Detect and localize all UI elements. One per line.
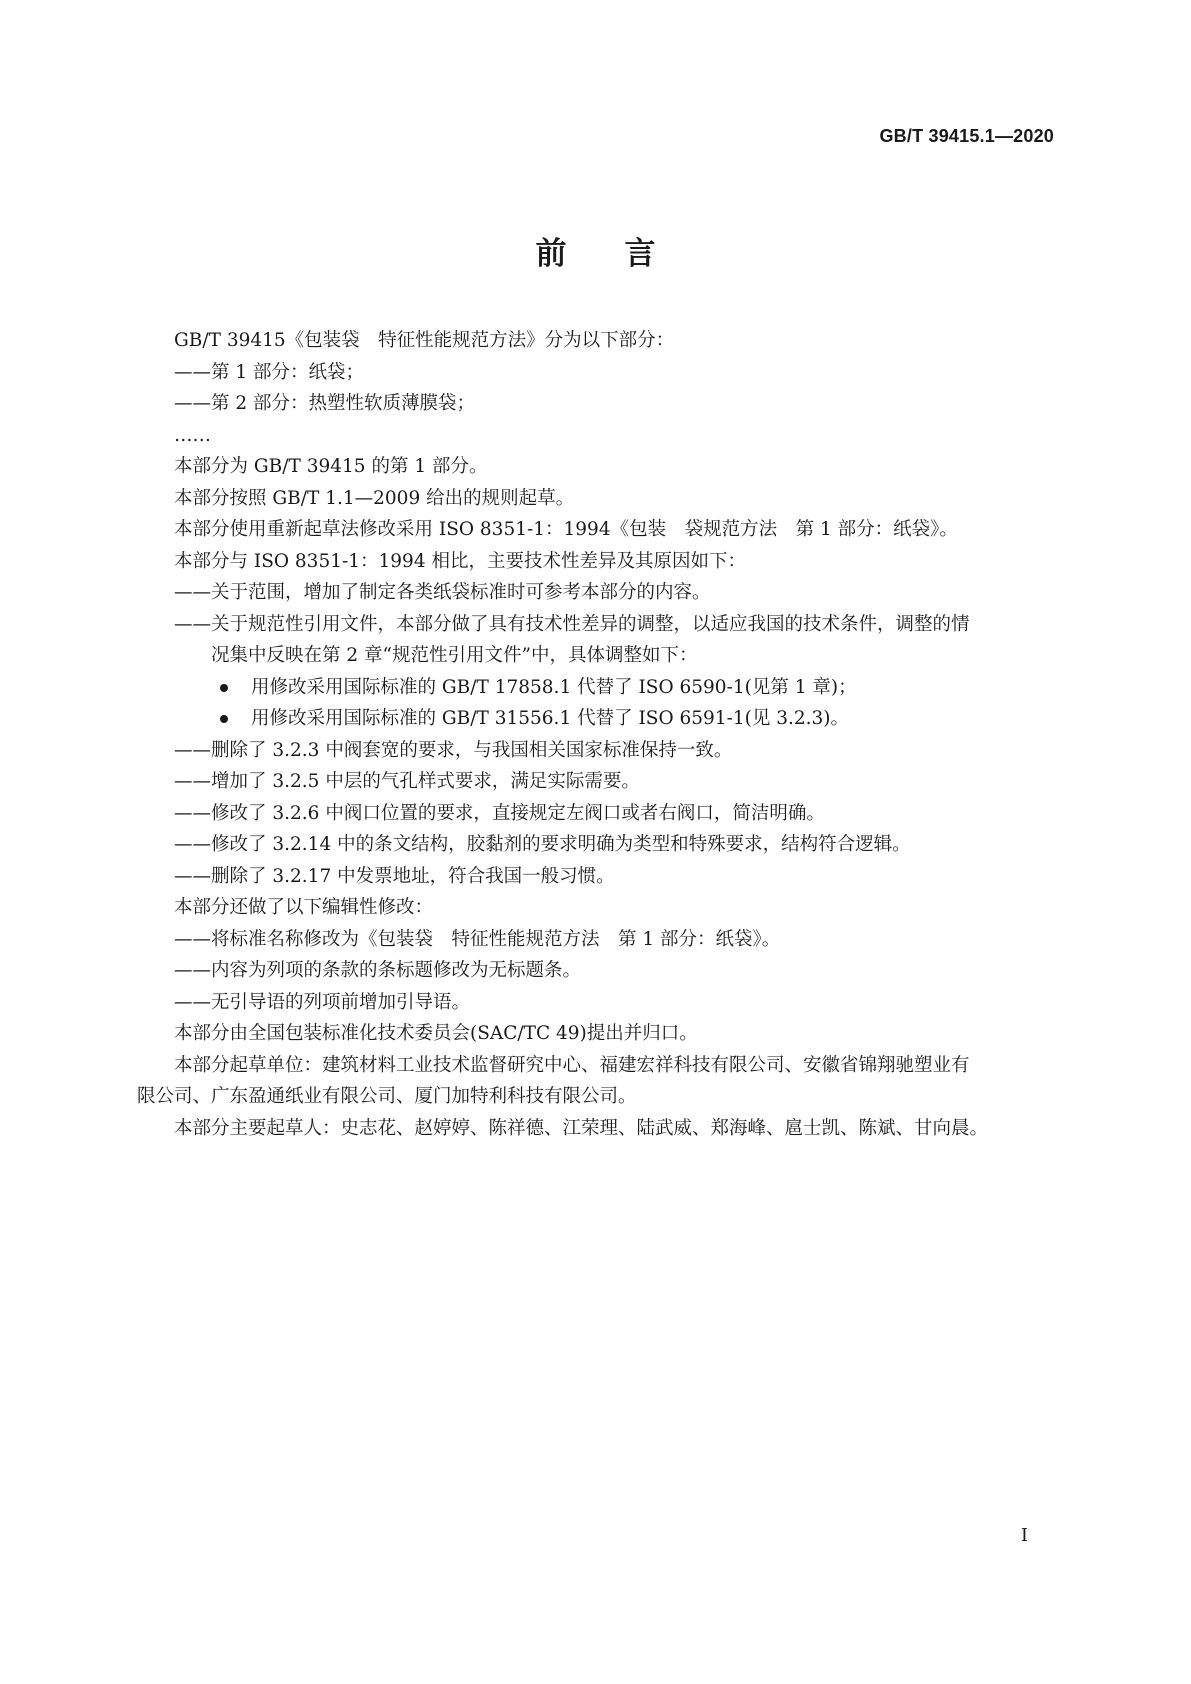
- editorial-item: ——无引导语的列项前增加引导语。: [174, 991, 471, 1013]
- bullet-dot-icon: [220, 715, 228, 723]
- difference-item-continuation: 况集中反映在第 2 章“规范性引用文件”中，具体调整如下：: [211, 645, 698, 666]
- paragraph: 本部分与 ISO 8351-1：1994 相比，主要技术性差异及其原因如下：: [174, 550, 746, 572]
- title-char-2: 言: [624, 236, 656, 272]
- paragraph: 本部分按照 GB/T 1.1—2009 给出的规则起草。: [174, 487, 575, 509]
- parts-list-item: ——第 1 部分：纸袋；: [174, 361, 365, 383]
- drafting-units-line: 本部分起草单位：建筑材料工业技术监督研究中心、福建宏祥科技有限公司、安徽省锦翔驰塑业有: [174, 1054, 970, 1076]
- drafters-paragraph: 本部分主要起草人：史志花、赵婷婷、陈祥德、江荣理、陆武威、郑海峰、扈士凯、陈斌、甘向晨。: [174, 1117, 989, 1139]
- page-title: [0, 228, 1191, 273]
- bullet-dot-icon: [220, 684, 228, 692]
- foreword-body: [137, 325, 1054, 1144]
- parts-list-item: ——第 2 部分：热塑性软质薄膜袋；: [174, 393, 476, 414]
- difference-item: ——修改了 3.2.6 中阀口位置的要求，直接规定左阀口或者右阀口，简洁明确。: [174, 802, 825, 824]
- parts-list-ellipsis: ……: [174, 424, 211, 446]
- bullet-text: 用修改采用国际标准的 GB/T 31556.1 代替了 ISO 6591-1(见 3.2.3)。: [251, 708, 849, 729]
- bullet-text: 用修改采用国际标准的 GB/T 17858.1 代替了 ISO 6590-1(见第 1 章)；: [251, 676, 857, 698]
- difference-item: ——增加了 3.2.5 中层的气孔样式要求，满足实际需要。: [174, 771, 640, 792]
- difference-item-line: ——关于规范性引用文件，本部分做了具有技术性差异的调整，以适应我国的技术条件，调整的情: [174, 613, 970, 635]
- page-number: I: [1020, 1525, 1028, 1546]
- difference-item: ——删除了 3.2.3 中阀套宽的要求，与我国相关国家标准保持一致。: [174, 739, 733, 761]
- drafting-units-continuation: 限公司、广东盈通纸业有限公司、厦门加特利科技有限公司。: [137, 1086, 637, 1107]
- paragraph: 本部分还做了以下编辑性修改：: [174, 897, 434, 918]
- title-char-1: 前: [535, 236, 567, 272]
- difference-item: ——关于范围，增加了制定各类纸袋标准时可参考本部分的内容。: [174, 582, 711, 603]
- paragraph: 本部分由全国包装标准化技术委员会(SAC/TC 49)提出并归口。: [174, 1023, 698, 1044]
- bullet-item: [174, 703, 1054, 735]
- difference-item: ——修改了 3.2.14 中的条文结构，胶黏剂的要求明确为类型和特殊要求，结构符合逻辑。: [174, 834, 911, 855]
- paragraph: 本部分为 GB/T 39415 的第 1 部分。: [174, 456, 488, 477]
- difference-item: ——删除了 3.2.17 中发票地址，符合我国一般习惯。: [174, 865, 615, 887]
- editorial-item: ——内容为列项的条款的条标题修改为无标题条。: [174, 960, 582, 981]
- paragraph: 本部分使用重新起草法修改采用 ISO 8351-1：1994《包装 袋规范方法 第 1 部分：纸袋》。: [174, 519, 958, 540]
- standard-number: GB/T 39415.1—2020: [879, 126, 1054, 146]
- paragraph-parts-intro: GB/T 39415《包装袋 特征性能规范方法》分为以下部分：: [174, 330, 675, 351]
- bullet-item: [174, 672, 1054, 704]
- editorial-item: ——将标准名称修改为《包装袋 特征性能规范方法 第 1 部分：纸袋》。: [174, 928, 781, 950]
